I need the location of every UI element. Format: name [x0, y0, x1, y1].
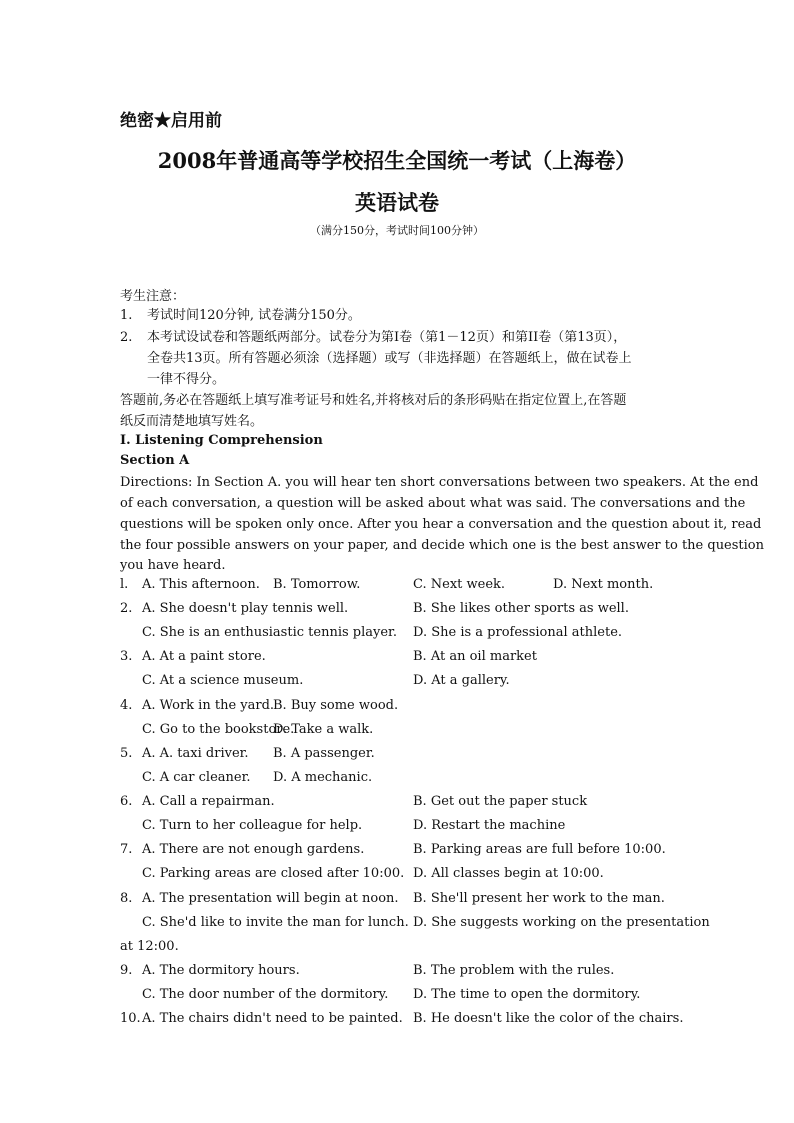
option-a: A. This afternoon.	[142, 577, 260, 592]
exam-title: 2008年普通高等学校招生全国统一考试（上海卷）	[157, 148, 637, 173]
section-heading: Section A	[120, 453, 190, 468]
notice-heading: 考生注意：	[120, 289, 186, 304]
option-a: A. She doesn't play tennis well.	[142, 601, 349, 616]
option-a: A. The chairs didn't need to be painted.	[142, 1011, 403, 1026]
question-number: 5.	[120, 746, 133, 761]
option-d-continued: at 12:00.	[120, 939, 179, 954]
question-number: 6.	[120, 794, 133, 809]
question-number: 7.	[120, 842, 133, 857]
question-number: 2.	[120, 601, 133, 616]
option-c: C. The door number of the dormitory.	[142, 987, 389, 1002]
question-number: 8.	[120, 891, 133, 906]
question-number: l.	[120, 577, 129, 592]
option-c: C. She'd like to invite the man for lunch.	[142, 915, 409, 930]
option-d: D. At a gallery.	[413, 673, 510, 688]
option-d: D. Take a walk.	[273, 722, 374, 737]
option-d: D. Next month.	[553, 577, 654, 592]
option-d: D. Restart the machine	[413, 818, 566, 833]
option-b: B. Parking areas are full before 10:00.	[413, 842, 666, 857]
option-a: A. A. taxi driver.	[142, 746, 249, 761]
option-c: C. Go to the bookstore.	[142, 722, 295, 737]
part-heading: I. Listening Comprehension	[120, 433, 323, 448]
directions-line-4: the four possible answers on your paper, and decide which one is the best answer to the question	[120, 538, 765, 553]
question-number: 4.	[120, 698, 133, 713]
directions-line-5: you have heard.	[120, 558, 226, 573]
option-d: D. She is a professional athlete.	[413, 625, 623, 640]
notice-item-2-line-3: 一律不得分。	[147, 372, 226, 387]
directions-line-1: Directions: In Section A. you will hear ten short conversations between two speakers. At the end	[120, 475, 759, 490]
option-b: B. A passenger.	[273, 746, 375, 761]
option-b: B. Tomorrow.	[273, 577, 361, 592]
directions-line-2: of each conversation, a question will be asked about what was said. The conversations and the	[120, 496, 746, 511]
option-b: B. He doesn't like the color of the chairs.	[413, 1011, 684, 1026]
notice-extra-line-2: 纸反而清楚地填写姓名。	[120, 414, 264, 429]
option-b: B. She'll present her work to the man.	[413, 891, 665, 906]
notice-item-2-line-2: 全卷共13页。所有答题必须涂（选择题）或写（非选择题）在答题纸上，做在试卷上	[147, 351, 632, 366]
option-a: A. At a paint store.	[142, 649, 266, 664]
option-d: D. She suggests working on the presentation	[413, 915, 710, 930]
notice-item-2-line-1: 本考试设试卷和答题纸两部分。试卷分为第I卷（第1－12页）和第II卷（第13页），	[147, 330, 627, 345]
question-number: 3.	[120, 649, 133, 664]
option-c: C. A car cleaner.	[142, 770, 251, 785]
notice-item-1-number: 1.	[120, 308, 133, 323]
option-c: C. Parking areas are closed after 10:00.	[142, 866, 405, 881]
option-c: C. Next week.	[413, 577, 506, 592]
option-c: C. At a science museum.	[142, 673, 304, 688]
directions-line-3: questions will be spoken only once. After you hear a conversation and the question about it, read	[120, 517, 762, 532]
option-a: A. The dormitory hours.	[142, 963, 300, 978]
question-number: 9.	[120, 963, 133, 978]
option-a: A. Work in the yard.	[142, 698, 275, 713]
notice-item-2-number: 2.	[120, 330, 133, 345]
option-c: C. She is an enthusiastic tennis player.	[142, 625, 397, 640]
confidential-label: 绝密★启用前	[120, 111, 222, 131]
exam-subtitle: 英语试卷	[355, 190, 439, 215]
notice-item-1: 考试时间120分钟, 试卷满分150分。	[147, 308, 361, 323]
option-b: B. The problem with the rules.	[413, 963, 615, 978]
question-number: 10.	[120, 1011, 141, 1026]
option-d: D. The time to open the dormitory.	[413, 987, 641, 1002]
option-c: C. Turn to her colleague for help.	[142, 818, 363, 833]
option-a: A. Call a repairman.	[142, 794, 275, 809]
option-b: B. Buy some wood.	[273, 698, 399, 713]
option-a: A. There are not enough gardens.	[142, 842, 365, 857]
option-b: B. Get out the paper stuck	[413, 794, 588, 809]
option-d: D. A mechanic.	[273, 770, 373, 785]
option-d: D. All classes begin at 10:00.	[413, 866, 604, 881]
option-a: A. The presentation will begin at noon.	[142, 891, 399, 906]
option-b: B. She likes other sports as well.	[413, 601, 629, 616]
exam-time-note: （满分150分，考试时间100分钟）	[310, 224, 484, 237]
option-b: B. At an oil market	[413, 649, 537, 664]
notice-extra-line-1: 答题前,务必在答题纸上填写准考证号和姓名,并将核对后的条形码贴在指定位置上,在答题	[120, 393, 627, 408]
